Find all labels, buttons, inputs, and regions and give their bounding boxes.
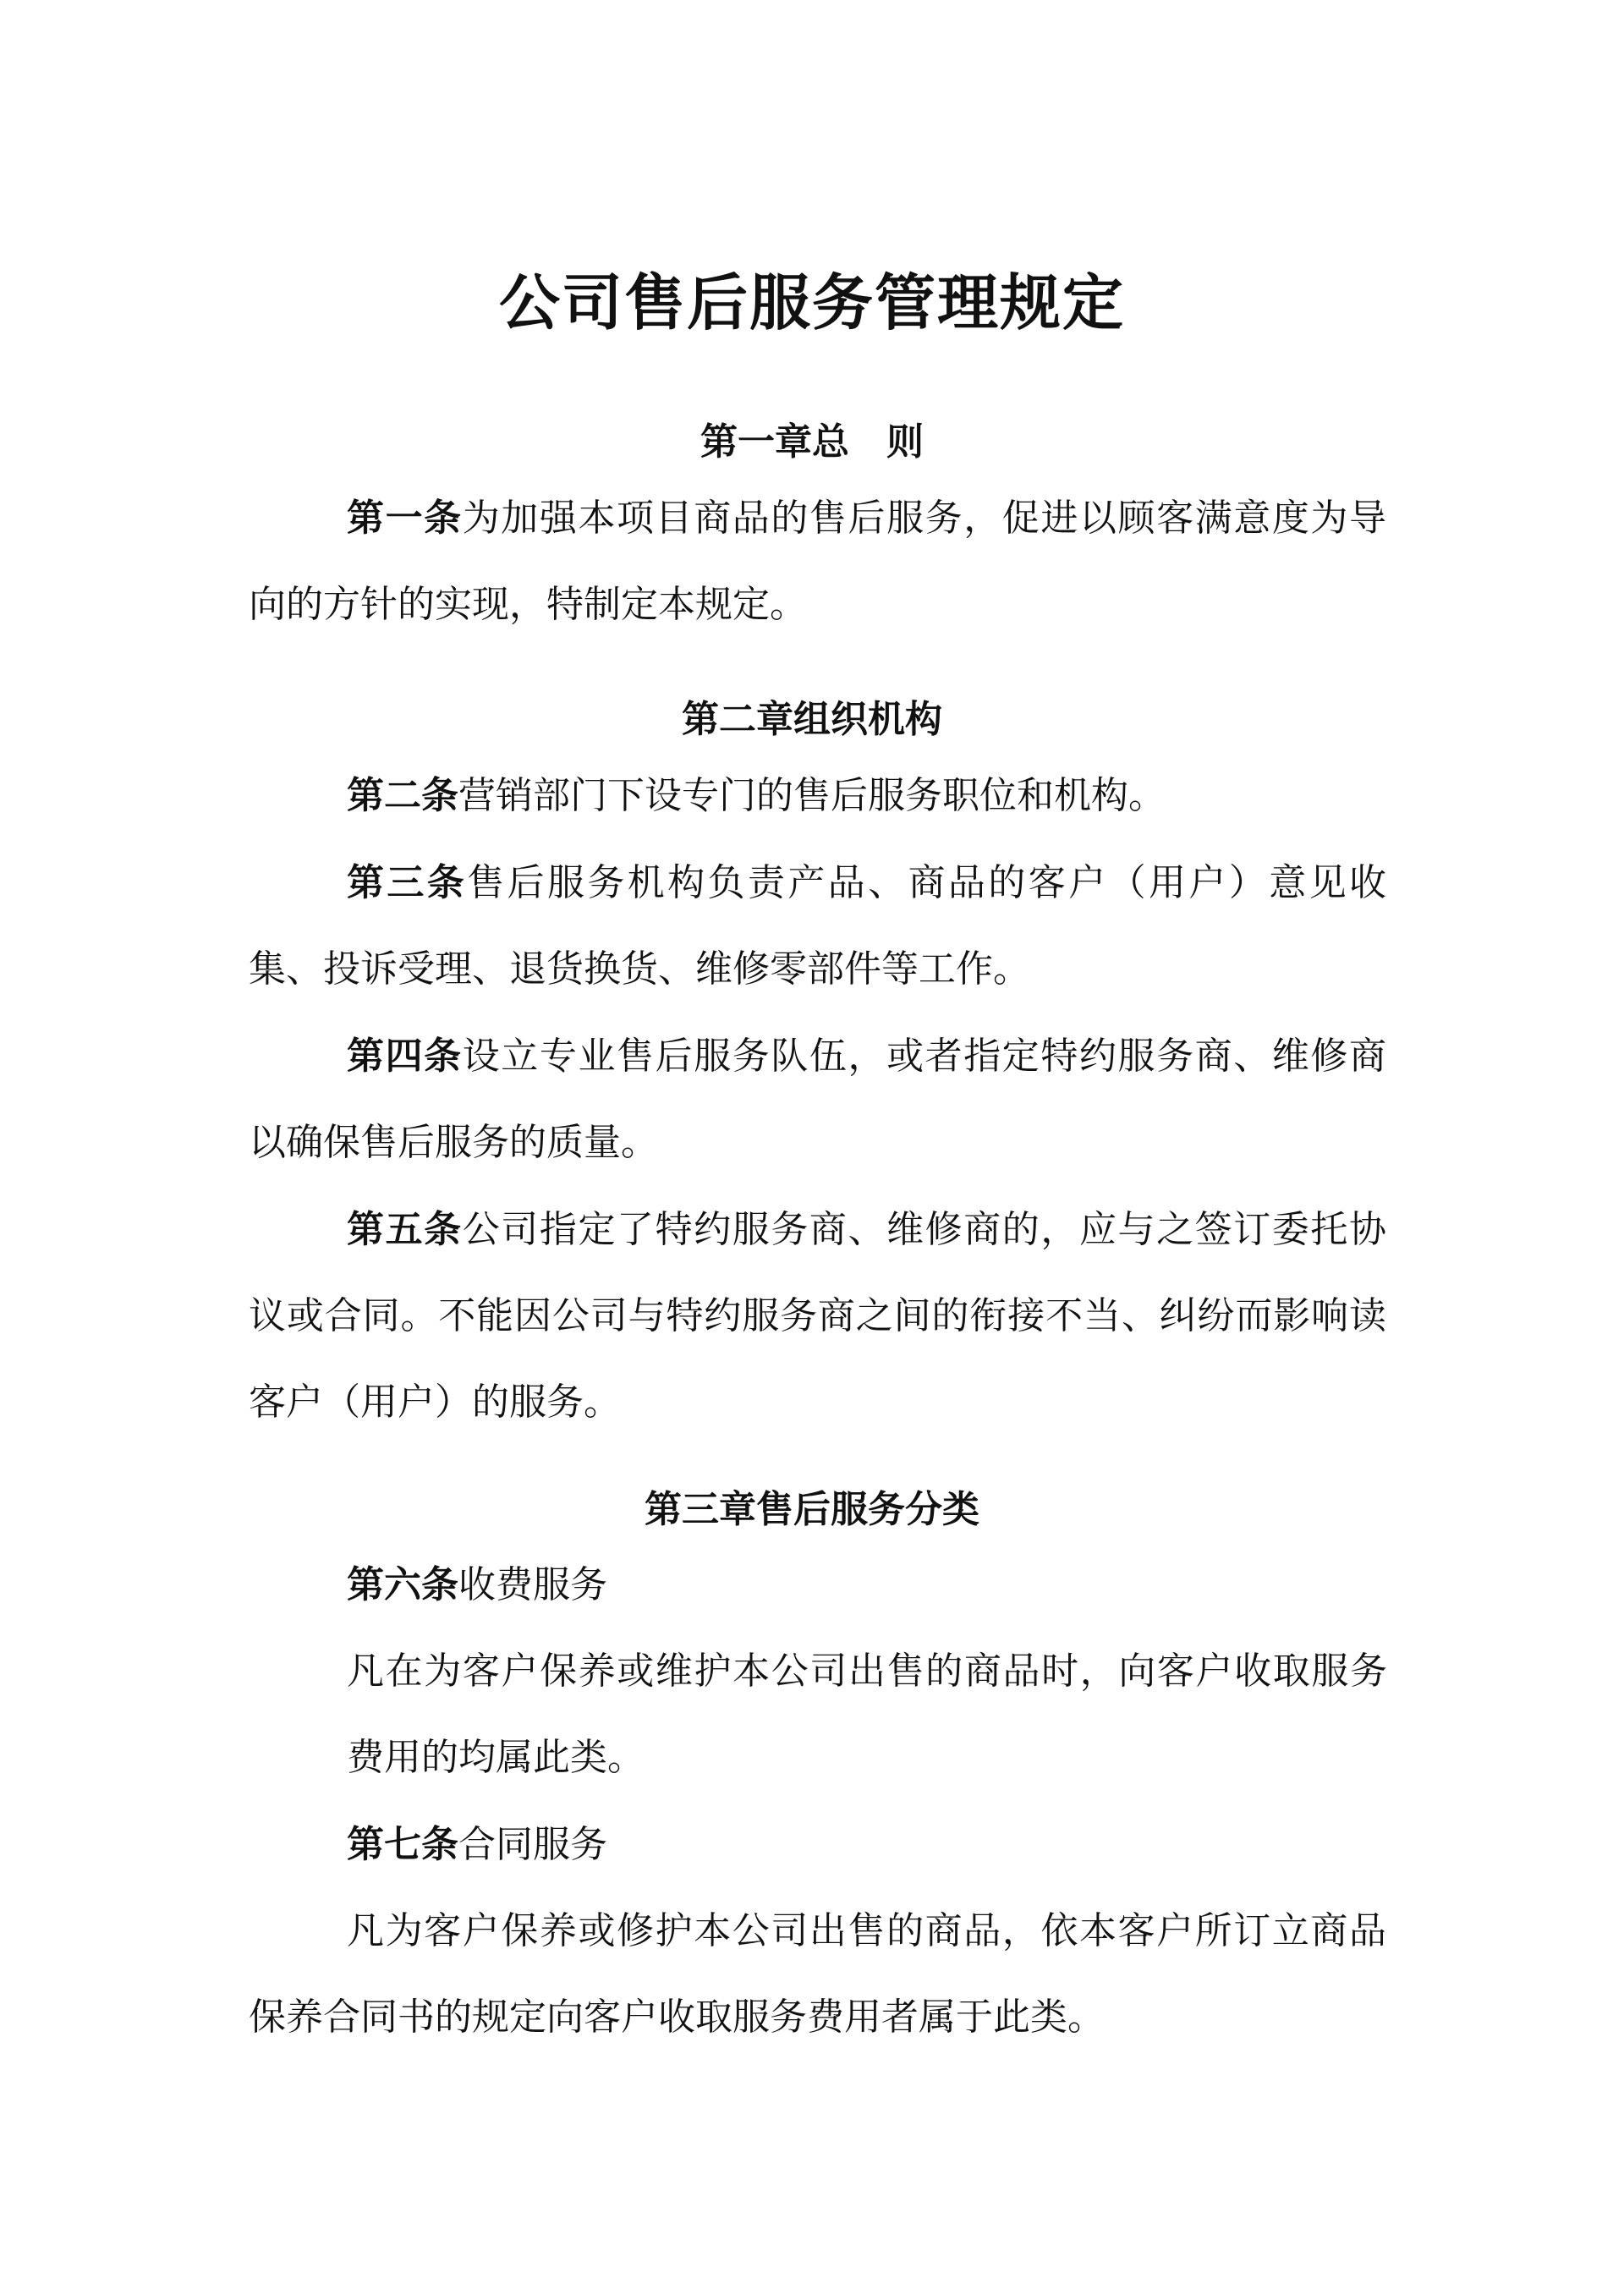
article-7-heading-text: 合同服务 [458, 1823, 607, 1866]
article-7-label: 第七条 [347, 1823, 458, 1866]
article-3 [249, 840, 1386, 1013]
article-2 [249, 753, 1386, 839]
chapter-1-heading-tail: 则 [886, 420, 924, 464]
document-title: 公司售后服务管理规定 [498, 267, 1125, 338]
article-1-text: 为加强本项目商品的售后服务，促进以顾客满意度为导向的方针的实现，特制定本规定。 [249, 497, 1387, 626]
article-4-text: 设立专业售后服务队伍，或者指定特约服务商、维修商以确保售后服务的质量。 [249, 1035, 1387, 1164]
chapter-1-heading-main: 第一章总 [700, 420, 849, 464]
article-2-text: 营销部门下设专门的售后服务职位和机构。 [458, 774, 1166, 817]
article-6-heading-text: 收费服务 [458, 1563, 607, 1606]
article-5-label: 第五条 [347, 1208, 463, 1251]
article-6 [249, 1542, 1386, 1628]
article-6-body: 凡在为客户保养或维护本公司出售的商品时，向客户收取服务费用的均属此类。 [347, 1650, 1387, 1779]
article-1-label: 第一条 [347, 497, 463, 540]
article-5-text: 公司指定了特约服务商、维修商的，应与之签订委托协议或合同。不能因公司与特约服务商之间的衔接不当、纠纷而影响读客户（用户）的服务。 [249, 1208, 1387, 1424]
article-4-label: 第四条 [347, 1035, 463, 1078]
article-3-text: 售后服务机构负责产品、商品的客户（用户）意见收集、投诉受理、退货换货、维修零部件等工作。 [249, 861, 1387, 991]
article-4 [249, 1013, 1386, 1186]
article-3-label: 第三条 [347, 861, 468, 904]
chapter-3-heading: 第三章售后服务分类 [645, 1488, 979, 1531]
article-7 [249, 1802, 1386, 1888]
article-1 [249, 475, 1386, 648]
chapter-1-heading [0, 411, 1624, 465]
article-7-body: 凡为客户保养或修护本公司出售的商品，依本客户所订立商品保养合同书的规定向客户收取服务费用者属于此类。 [249, 1909, 1386, 2039]
article-2-label: 第二条 [347, 774, 458, 817]
chapter-2-heading: 第二章组织机构 [682, 698, 942, 741]
article-5 [249, 1187, 1386, 1446]
article-6-label: 第六条 [347, 1563, 458, 1606]
